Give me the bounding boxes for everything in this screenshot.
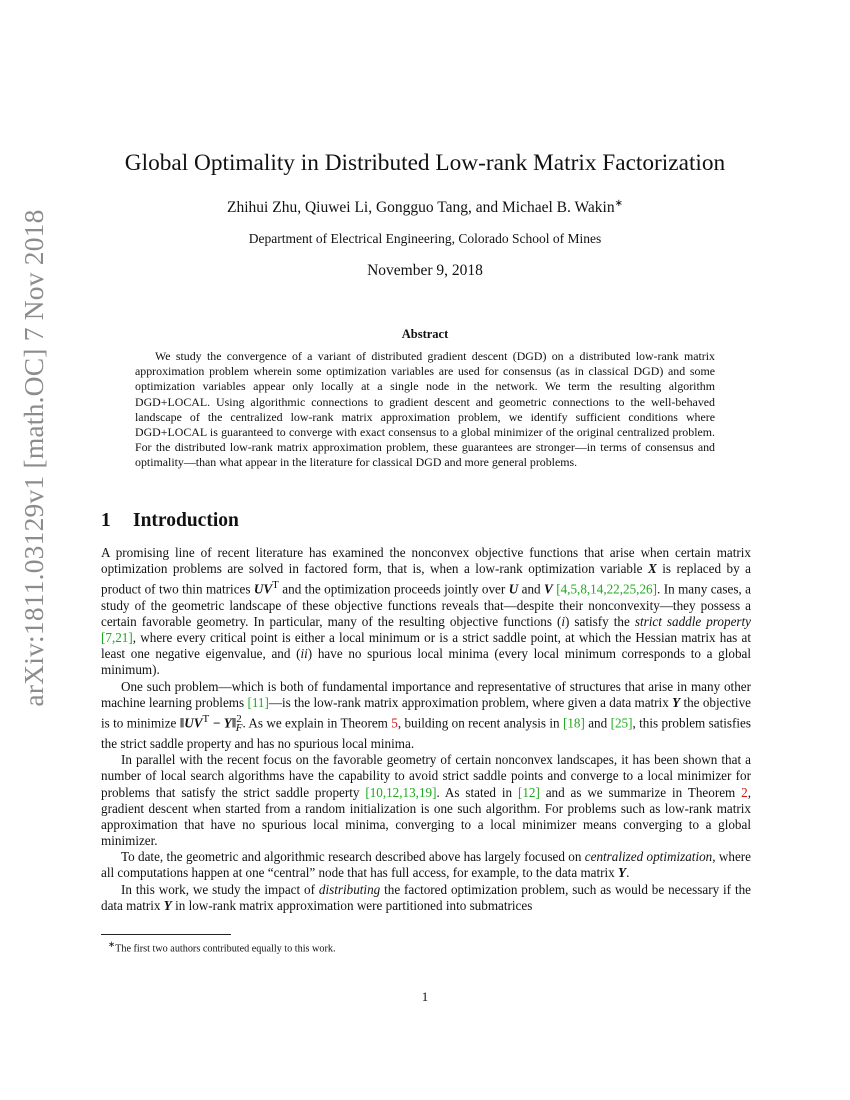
citation-link[interactable]: [18]: [562, 715, 585, 731]
paragraph-3: In parallel with the recent focus on the favorable geometry of certain nonconvex landscapes, it has been shown that a number of local search algorithms have the capability to avoid strict saddle points and converge to a local minimizer for problems that satisfy the strict saddle property [10,12,13,19]. As stated in [12] and as we summarize in Theorem 2, gradient descent when started from a random initialization is one such algorithm. For problems such as low-rank matrix approximation that have no spurious local minima, converging to a local minimizer means converging to a global minimizer.: [101, 752, 751, 849]
footnote-text: The first two authors contributed equally to this work.: [115, 943, 336, 955]
paragraph-1: A promising line of recent literature has examined the nonconvex objective functions that arise when certain matrix optimization problems are solved in factored form, that is, when a low-rank optimization variable X is replaced by a product of two thin matrices $UV^T$ and the optimization proceeds jointly over U and V [4,5,8,14,22,25,26]. In many cases, a study of the geometric landscape of these objective functions reveals that—despite their nonconvexity—they possess a certain favorable geometry. In particular, many of the resulting objective functions (i) satisfy the strict saddle property [7,21], where every critical point is either a local minimum or is a strict saddle point, at which the Hessian matrix has at least one negative eigenvalue, and (ii) have no spurious local minima (every local minimum corresponds to a global minimum).: [101, 545, 751, 678]
citation-link[interactable]: [4,5,8,14,22,25,26]: [556, 581, 657, 597]
section-heading: [101, 510, 239, 532]
theorem-link[interactable]: 2: [741, 784, 748, 800]
math-symbol: Y: [618, 865, 627, 881]
math-symbol: U: [508, 581, 519, 597]
paper-date: November 9, 2018: [367, 262, 483, 279]
math-symbol: Y: [163, 897, 172, 913]
author-line: [0, 198, 850, 217]
arxiv-stamp: [6, 209, 62, 707]
math-expression: ‖UV: [179, 715, 203, 731]
author-names: Zhihui Zhu, Qiuwei Li, Gongguo Tang, and Michael B. Wakin: [227, 199, 615, 217]
paragraph-5: In this work, we study the impact of distributing the factored optimization problem, such as would be necessary if the data matrix Y in low-rank matrix approximation were partitioned into submatrices: [101, 881, 752, 913]
arxiv-identifier: arXiv:1811.03129v1 [math.OC] 7 Nov 2018: [18, 209, 49, 707]
section-number: 1: [101, 510, 111, 531]
section-title: Introduction: [133, 510, 239, 531]
math-symbol: Y: [672, 694, 681, 710]
math-symbol: UV: [253, 581, 273, 597]
paragraph-4: To date, the geometric and algorithmic research described above has largely focused on centralized optimization, where all computations happen at one “central” node that has full access, for example, to the data matrix Y.: [101, 849, 751, 881]
abstract-text: We study the convergence of a variant of distributed gradient descent (DGD) on a distributed low-rank matrix approximation problem wherein some optimization variables are used for consensus (as in classical DGD) and some optimization variables appear only locally at a single node in the network. We term the resulting algorithm DGD+LOCAL. Using algorithmic connections to gradient descent and geometric connections to the well-behaved landscape of the centralized low-rank matrix approximation problem, we identify sufficient conditions where DGD+LOCAL is guaranteed to converge with exact consensus to a global minimizer of the original centralized problem. For the distributed low-rank matrix approximation problem, these guarantees are stronger—in terms of consensus and optimality—than what appear in the literature for classical DGD and more general problems.: [135, 349, 715, 470]
citation-link[interactable]: [11]: [247, 694, 269, 710]
citation-link[interactable]: [7,21]: [101, 630, 133, 646]
citation-link[interactable]: [25]: [610, 715, 633, 731]
paper-title: Global Optimality in Distributed Low-rank Matrix Factorization: [124, 150, 726, 176]
footnote: [108, 939, 336, 954]
paragraph-2: One such problem—which is both of fundamental importance and representative of structures that arise in many other machine learning problems [11]—is the low-rank matrix approximation problem, where given a data matrix Y the objective is to minimize $‖UV^T$ − Y‖$^2_F$. As we explain in Theorem 5, building on recent analysis in [18] and [25], this problem satisfies the strict saddle property and has no spurious local minima.: [101, 678, 751, 752]
page-number: 1: [421, 989, 429, 1004]
theorem-link[interactable]: 5: [391, 715, 398, 731]
author-footnote-mark: ∗: [614, 198, 623, 209]
citation-link[interactable]: [10,12,13,19]: [365, 784, 437, 800]
citation-link[interactable]: [12]: [517, 784, 540, 800]
abstract-heading: Abstract: [401, 327, 449, 341]
footnote-rule: [101, 934, 231, 935]
footnote-mark: ∗: [108, 939, 116, 949]
body-text: [101, 545, 751, 914]
math-symbol: X: [647, 561, 657, 577]
affiliation: Department of Electrical Engineering, Colorado School of Mines: [248, 231, 602, 246]
math-symbol: V: [544, 581, 553, 597]
